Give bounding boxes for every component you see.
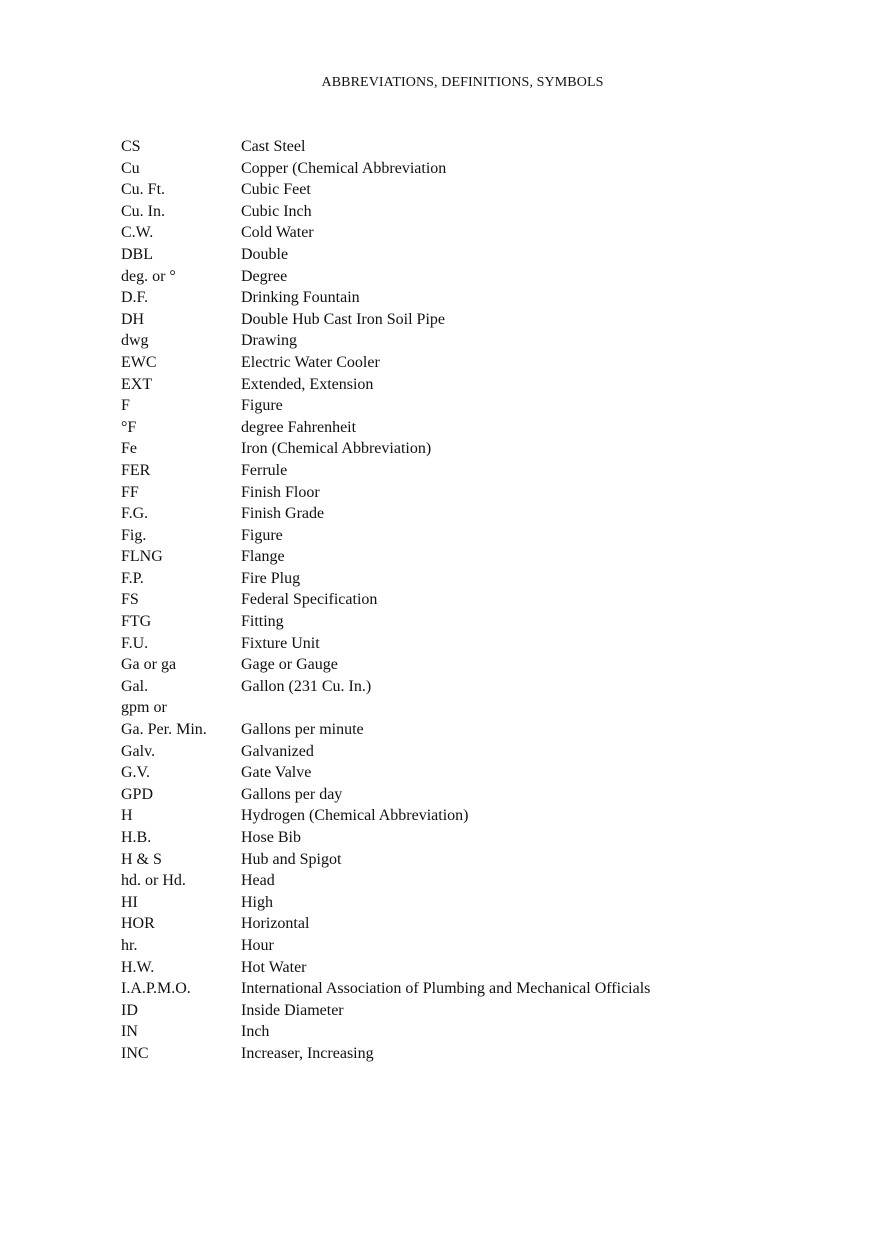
list-item [121, 460, 841, 482]
definition: Galvanized [241, 742, 314, 760]
definition: Double Hub Cast Iron Soil Pipe [241, 310, 445, 328]
abbreviation: IN [121, 1023, 138, 1041]
list-item [121, 762, 841, 784]
abbreviation: FTG [121, 613, 152, 631]
definition: Fire Plug [241, 569, 301, 587]
definition: Flange [241, 548, 285, 566]
abbreviation: DH [121, 310, 145, 328]
definition: Gage or Gauge [241, 656, 338, 674]
definition: Finish Grade [241, 505, 325, 523]
definition: Double [241, 245, 289, 263]
abbreviation: CS [121, 138, 141, 155]
list-item [121, 784, 841, 806]
definition: Hour [241, 936, 274, 954]
list-item [121, 611, 841, 633]
definition: Inside Diameter [241, 1001, 344, 1019]
abbreviation: dwg [121, 332, 149, 350]
definition [241, 697, 841, 719]
list-item [121, 568, 841, 590]
definition: Inch [241, 1023, 270, 1041]
list-item [121, 395, 841, 417]
definition: Gate Valve [241, 764, 312, 782]
list-item [121, 589, 841, 611]
definition: Finish Floor [241, 483, 320, 501]
list-item [121, 676, 841, 698]
list-item [121, 287, 841, 309]
abbreviation: HOR [121, 915, 155, 933]
abbreviation: hd. or Hd. [121, 872, 186, 890]
abbreviation: F.U. [121, 634, 149, 652]
abbreviation: deg. or ° [121, 267, 176, 285]
list-item [121, 849, 841, 871]
list-item [121, 330, 841, 352]
definition: Gallons per minute [241, 721, 364, 739]
abbreviation: Galv. [121, 742, 156, 760]
list-item [121, 892, 841, 914]
definition: Hose Bib [241, 829, 301, 846]
definition: Horizontal [241, 915, 310, 933]
list-item [121, 633, 841, 655]
list-item [121, 719, 841, 741]
list-item [121, 913, 841, 935]
definition: Electric Water Cooler [241, 353, 380, 371]
list-item [121, 525, 841, 547]
abbreviation-list [121, 136, 841, 1065]
abbreviation: ID [121, 1001, 138, 1019]
list-item [121, 827, 841, 849]
abbreviation: C.W. [121, 224, 154, 242]
abbreviation: FLNG [121, 548, 163, 566]
abbreviation: INC [121, 1044, 149, 1062]
abbreviation: Fig. [121, 526, 147, 544]
abbreviation: hr. [121, 936, 138, 954]
page-title: ABBREVIATIONS, DEFINITIONS, SYMBOLS [321, 75, 604, 90]
definition: Ferrule [241, 461, 288, 479]
list-item [121, 352, 841, 374]
abbreviation: F.G. [121, 505, 149, 523]
list-item [121, 1021, 841, 1043]
list-item [121, 978, 841, 1000]
definition: International Association of Plumbing and Mechanical Officials [241, 980, 651, 998]
list-item [121, 438, 841, 460]
list-item [121, 244, 841, 266]
definition: Head [241, 872, 275, 890]
definition: Cold Water [241, 224, 314, 242]
abbreviation: Cu. In. [121, 202, 165, 220]
definition: Copper (Chemical Abbreviation [241, 159, 447, 177]
abbreviation: H.W. [121, 958, 155, 976]
abbreviation: H & S [121, 850, 162, 868]
definition: Drinking Fountain [241, 289, 360, 307]
abbreviation: Ga or ga [121, 656, 177, 674]
abbreviation: DBL [121, 245, 153, 263]
abbreviation: F [121, 397, 130, 415]
definition: Gallons per day [241, 785, 343, 803]
list-item [121, 654, 841, 676]
definition: Cast Steel [241, 138, 306, 155]
abbreviation: °F [121, 418, 137, 436]
list-item [121, 222, 841, 244]
definition: Cubic Feet [241, 181, 311, 199]
definition: Hydrogen (Chemical Abbreviation) [241, 807, 469, 825]
definition: Fitting [241, 613, 284, 631]
list-item [121, 870, 841, 892]
list-item [121, 179, 841, 201]
abbreviation: Gal. [121, 677, 149, 695]
abbreviation: Cu [121, 159, 140, 177]
abbreviation: EXT [121, 375, 153, 393]
list-item [121, 503, 841, 525]
definition: Fixture Unit [241, 634, 320, 652]
definition: Hot Water [241, 958, 307, 976]
list-item [121, 935, 841, 957]
list-item [121, 957, 841, 979]
definition: Iron (Chemical Abbreviation) [241, 440, 432, 458]
list-item [121, 482, 841, 504]
list-item [121, 136, 841, 158]
definition: Cubic Inch [241, 202, 312, 220]
definition: Increaser, Increasing [241, 1044, 374, 1062]
list-item [121, 158, 841, 180]
definition: Degree [241, 267, 288, 285]
list-item [121, 374, 841, 396]
definition: High [241, 893, 273, 911]
list-item [121, 741, 841, 763]
abbreviation: HI [121, 893, 138, 911]
list-item [121, 266, 841, 288]
list-item [121, 201, 841, 223]
abbreviation: Ga. Per. Min. [121, 721, 207, 739]
list-item [121, 1000, 841, 1022]
abbreviation: GPD [121, 785, 154, 803]
list-item [121, 1043, 841, 1065]
definition: Hub and Spigot [241, 850, 342, 868]
definition: Federal Specification [241, 591, 378, 609]
abbreviation: FS [121, 591, 139, 609]
list-item [121, 697, 841, 719]
definition: Extended, Extension [241, 375, 374, 393]
definition: Figure [241, 526, 283, 544]
abbreviation: FER [121, 461, 151, 479]
abbreviation: EWC [121, 353, 157, 371]
abbreviation: H.B. [121, 829, 152, 846]
definition: Drawing [241, 332, 297, 350]
abbreviation: F.P. [121, 569, 144, 587]
definition: Gallon (231 Cu. In.) [241, 677, 372, 695]
abbreviation: G.V. [121, 764, 151, 782]
list-item [121, 417, 841, 439]
abbreviation: Fe [121, 440, 137, 458]
abbreviation: H [121, 807, 133, 825]
definition: degree Fahrenheit [241, 418, 357, 436]
list-item [121, 805, 841, 827]
definition: Figure [241, 397, 283, 415]
abbreviation: FF [121, 483, 139, 501]
list-item [121, 546, 841, 568]
abbreviation: gpm or [121, 699, 167, 717]
list-item [121, 309, 841, 331]
abbreviation: D.F. [121, 289, 149, 307]
abbreviation: Cu. Ft. [121, 181, 166, 199]
abbreviation: I.A.P.M.O. [121, 980, 191, 998]
